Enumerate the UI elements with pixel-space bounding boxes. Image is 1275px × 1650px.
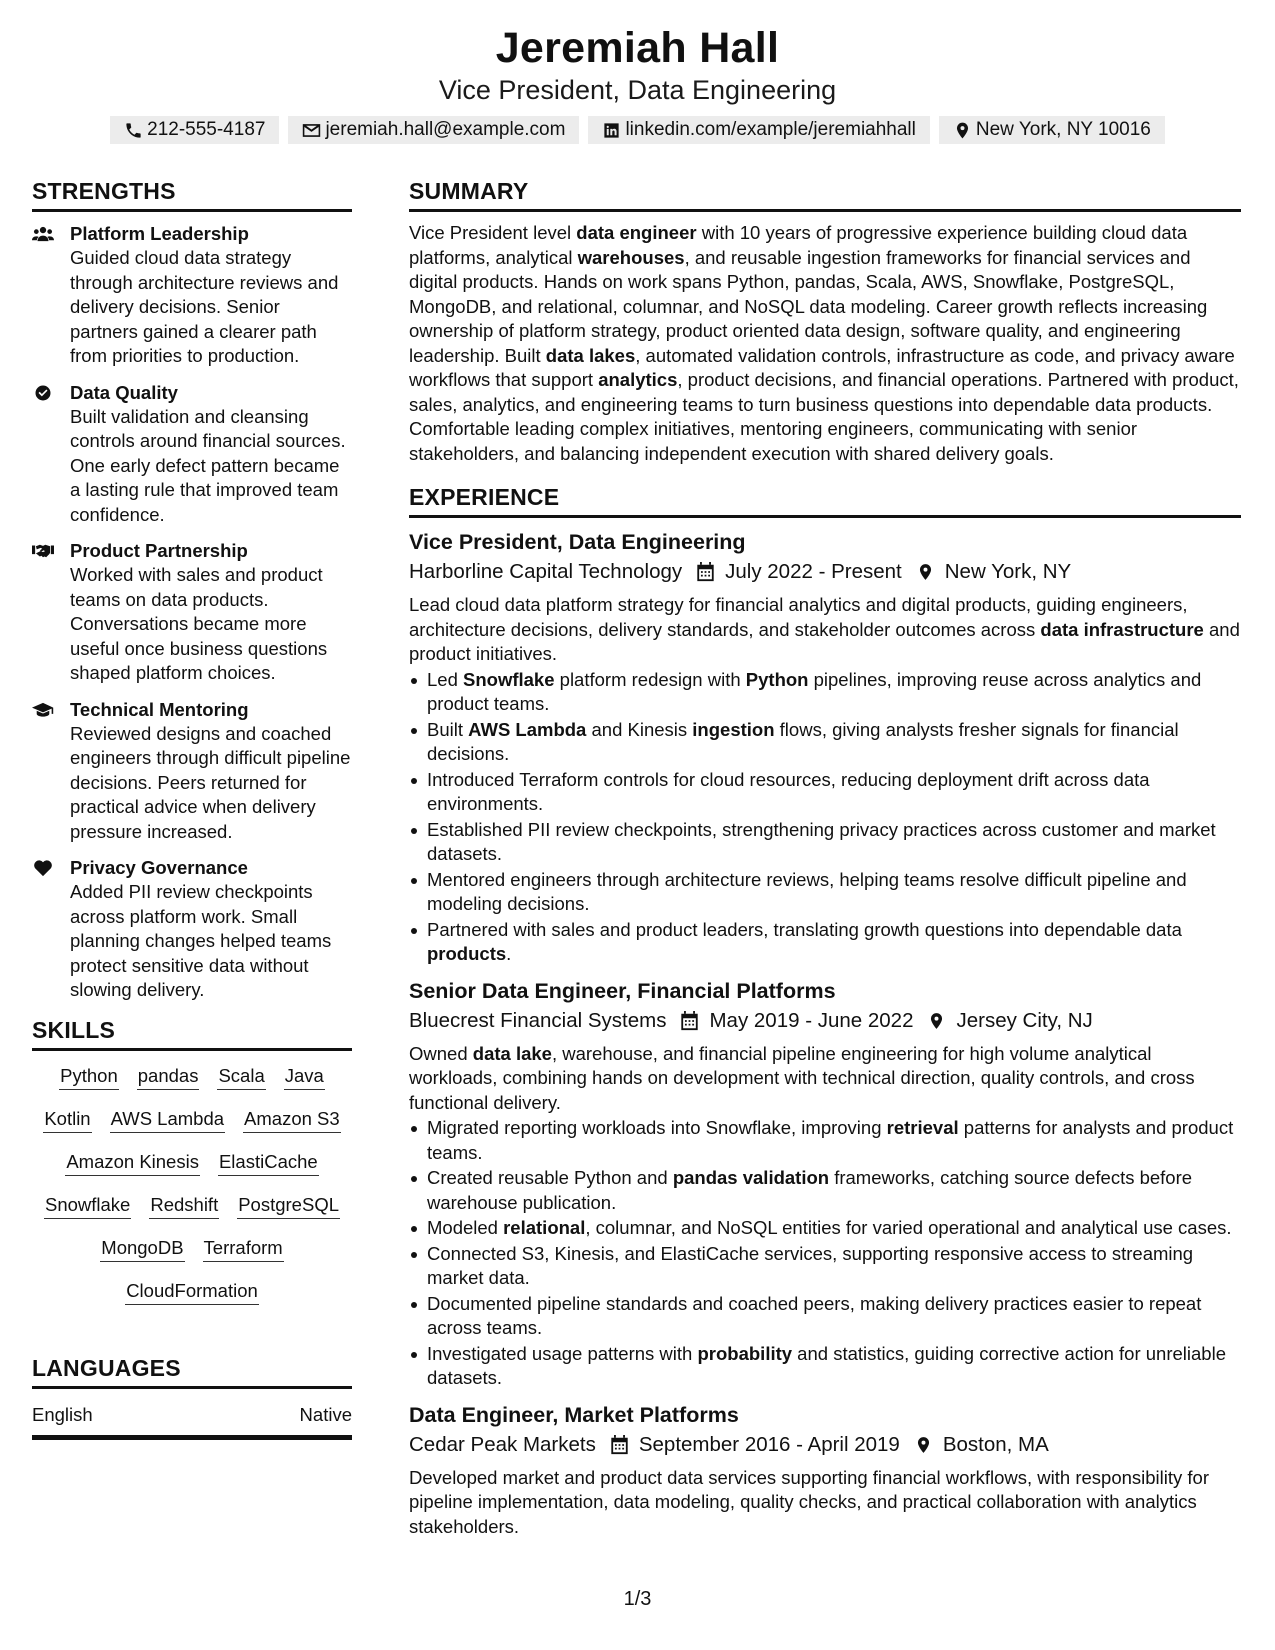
strength-item [32, 222, 352, 369]
contact-item[interactable] [110, 116, 279, 144]
text-run: Vice President level [409, 222, 577, 243]
text-run: Lead cloud data platform strategy for financial analytics and digital products, guiding engineers, architecture decisions, delivery standards, and stakeholder outcomes across [409, 594, 1188, 640]
language-name: English [32, 1403, 93, 1425]
skill-tag: ElastiCache [218, 1149, 319, 1176]
text-run: Developed market and product data services supporting financial workflows, with responsibility for pipeline implementation, data modeling, quality checks, and practical collaboration with analytics stakeholders. [409, 1466, 1209, 1537]
summary-text [409, 221, 1241, 466]
linkedin-icon [602, 121, 621, 140]
job-title: Vice President, Data Engineering [409, 530, 746, 554]
map-pin-icon [913, 1011, 956, 1031]
strength-name: Technical Mentoring [70, 698, 249, 720]
strength-description: Guided cloud data strategy through architecture reviews and delivery decisions. Senior partners gained a clearer path from priorities to production. [70, 247, 339, 366]
strength-description: Added PII review checkpoints across platform work. Small planning changes helped teams protect sensitive data without slowing delivery. [70, 881, 332, 1000]
job-bullets [409, 668, 1241, 967]
bullet-item [409, 1116, 1241, 1165]
text-run: Documented pipeline standards and coached peers, making delivery practices easier to repeat across teams. [427, 1292, 1202, 1338]
bullet-item [409, 768, 1241, 817]
contact-text[interactable]: linkedin.com/example/jeremiahhall [625, 119, 916, 140]
strength-item [32, 539, 352, 686]
strength-item [32, 698, 352, 845]
handshake-icon [32, 539, 70, 686]
skill-tag: PostgreSQL [237, 1192, 340, 1219]
skill-tag: Scala [217, 1063, 265, 1090]
contact-text[interactable]: New York, NY 10016 [975, 119, 1151, 140]
strength-name: Platform Leadership [70, 223, 249, 244]
bullet-item [409, 868, 1241, 917]
text-run: Built [427, 718, 469, 740]
text-run: Introduced Terraform controls for cloud resources, reducing deployment drift across data environments. [427, 768, 1150, 814]
strengths-list [32, 222, 352, 1003]
strength-description: Built validation and cleansing controls around financial sources. One early defect pattern became a lasting rule that improved team confidence. [70, 405, 346, 525]
job-location: Jersey City, NJ [956, 1008, 1093, 1032]
bold-keyword: AWS Lambda [468, 718, 587, 740]
bold-keyword: data lake [472, 1042, 552, 1064]
job-dates: September 2016 - April 2019 [638, 1432, 900, 1456]
phone-icon [124, 121, 143, 140]
job-entry [409, 976, 1241, 1391]
map-pin-icon [953, 121, 972, 140]
skills-heading: SKILLS [32, 1015, 352, 1051]
job-description [409, 1466, 1241, 1540]
map-pin-icon [902, 562, 945, 582]
contact-text[interactable]: 212-555-4187 [147, 119, 266, 140]
skill-tag: CloudFormation [125, 1278, 259, 1305]
skill-tag: AWS Lambda [110, 1106, 225, 1133]
text-run: Modeled [427, 1217, 504, 1238]
job-dates: May 2019 - June 2022 [709, 1008, 914, 1032]
job-location: Boston, MA [942, 1432, 1049, 1456]
company-name: Harborline Capital Technology [409, 560, 683, 583]
contact-item[interactable] [588, 116, 929, 144]
bullet-item [409, 818, 1241, 867]
languages-heading: LANGUAGES [32, 1353, 352, 1389]
skill-tag: Amazon S3 [243, 1106, 341, 1133]
bold-keyword: relational [503, 1217, 586, 1238]
experience-section [409, 482, 1241, 1539]
job-bullets [409, 1116, 1241, 1391]
bold-keyword: retrieval [886, 1117, 959, 1138]
calendar-icon [682, 562, 725, 582]
skill-tag: Python [59, 1063, 119, 1090]
contact-text[interactable]: jeremiah.hall@example.com [325, 119, 566, 140]
summary-heading: SUMMARY [409, 176, 1241, 212]
bullet-item [409, 1216, 1241, 1241]
languages-section [32, 1353, 352, 1440]
users-icon [32, 222, 70, 369]
language-row [32, 1403, 352, 1440]
text-run: Migrated reporting workloads into Snowflake, improving [427, 1117, 887, 1138]
bold-keyword: data lakes [545, 344, 636, 366]
company-name: Cedar Peak Markets [409, 1432, 596, 1456]
candidate-name: Jeremiah Hall [495, 24, 780, 72]
language-level: Native [299, 1403, 352, 1425]
bold-keyword: Python [745, 668, 809, 690]
strength-description: Worked with sales and product teams on data products. Conversations became more useful once business questions shaped platform choices. [70, 564, 328, 683]
strengths-heading: STRENGTHS [32, 176, 352, 212]
resume-header [0, 22, 1275, 144]
bold-keyword: ingestion [692, 718, 775, 740]
text-run: flows, giving analysts fresher signals for financial decisions. [427, 718, 1179, 764]
skill-tag: Java [284, 1063, 325, 1090]
bold-keyword: probability [697, 1342, 793, 1364]
text-run: pipelines, improving reuse across analytics and product teams. [427, 668, 1202, 714]
bold-keyword: analytics [598, 369, 678, 390]
strength-description: Reviewed designs and coached engineers through difficult pipeline decisions. Peers returned for practical advice when delivery pressure increased. [70, 722, 351, 842]
bold-keyword: Snowflake [463, 668, 555, 690]
jobs-list [409, 527, 1241, 1539]
skills-list [32, 1063, 352, 1305]
strength-body [70, 381, 352, 528]
text-run: Created reusable Python and [427, 1167, 673, 1188]
strength-item [32, 381, 352, 528]
skill-tag: Amazon Kinesis [65, 1149, 200, 1176]
bullet-item [409, 1292, 1241, 1341]
bold-keyword: warehouses [577, 246, 685, 268]
text-run: Led [427, 668, 464, 690]
job-location: New York, NY [944, 560, 1072, 583]
text-run: . [506, 943, 512, 964]
bullet-item [409, 668, 1241, 717]
contact-item[interactable] [939, 116, 1165, 144]
skill-tag: pandas [137, 1063, 200, 1090]
skill-tag: Snowflake [44, 1192, 131, 1219]
bullet-item [409, 1166, 1241, 1215]
bold-keyword: data engineer [576, 222, 697, 243]
company-name: Bluecrest Financial Systems [409, 1008, 667, 1032]
text-run: frameworks, catching source defects before warehouse publication. [427, 1167, 1193, 1213]
job-title: Data Engineer, Market Platforms [409, 1402, 739, 1427]
heart-icon [32, 856, 70, 1003]
contact-bar [0, 116, 1275, 144]
calendar-icon [596, 1435, 639, 1455]
right-column [409, 176, 1241, 1539]
skill-tag: MongoDB [100, 1235, 184, 1262]
job-description [409, 1042, 1241, 1116]
bold-keyword: pandas validation [672, 1167, 830, 1188]
map-pin-icon [900, 1435, 943, 1455]
skill-tag: Redshift [149, 1192, 219, 1219]
strength-body [70, 539, 352, 686]
strength-name: Product Partnership [70, 540, 248, 561]
text-run: platform redesign with [554, 668, 746, 690]
job-meta [409, 1006, 1241, 1036]
text-run: and statistics, guiding corrective action for unreliable datasets. [427, 1342, 1226, 1388]
languages-list [32, 1403, 352, 1440]
text-run: , columnar, and NoSQL entities for varied operational and analytical use cases. [585, 1217, 1232, 1238]
text-run: Investigated usage patterns with [427, 1342, 698, 1364]
graduation-cap-icon [32, 698, 70, 845]
skill-tag: Kotlin [43, 1106, 91, 1133]
check-circle-icon [32, 381, 70, 528]
page-number: 1/3 [623, 1588, 652, 1610]
calendar-icon [666, 1011, 709, 1031]
job-description [409, 593, 1241, 667]
text-run: Mentored engineers through architecture reviews, helping teams resolve difficult pipeline and modeling decisions. [427, 868, 1187, 914]
strength-body [70, 698, 352, 845]
bold-keyword: products [427, 943, 507, 964]
text-run: patterns for analysts and product teams. [427, 1117, 1234, 1163]
left-column [32, 176, 352, 1440]
text-run: and product initiatives. [409, 618, 1240, 664]
skill-tag: Terraform [203, 1235, 284, 1262]
bullet-item [409, 918, 1241, 967]
contact-item[interactable] [288, 116, 579, 144]
job-entry [409, 527, 1241, 967]
bullet-item [409, 1342, 1241, 1391]
text-run: Owned [409, 1042, 473, 1064]
text-run: Partnered with sales and product leaders, translating growth questions into dependable data [427, 918, 1182, 940]
job-meta [409, 1430, 1241, 1460]
envelope-icon [302, 121, 321, 140]
text-run: with 10 years of progressive experience building cloud data platforms, analytical [409, 222, 1188, 268]
text-run: , and reusable ingestion frameworks for financial services and digital products. Hands on work spans Python, pandas, Scala, AWS, Snowflake, PostgreSQL, MongoDB, and relational, columnar, and NoSQL data modeling. Career growth reflects increasing ownership of platform strategy, product oriented data design, software quality, and engineering leadership. Built [409, 246, 1208, 366]
strength-body [70, 222, 352, 369]
job-meta [409, 557, 1241, 587]
text-run: , warehouse, and financial pipeline engineering for high volume analytical workloads, combining hands on development with technical direction, quality controls, and cross functional delivery. [409, 1042, 1195, 1113]
job-dates: July 2022 - Present [725, 560, 902, 583]
strength-body [70, 856, 352, 1003]
strength-name: Data Quality [70, 381, 178, 403]
text-run: , product decisions, and financial operations. Partnered with product, sales, analytics, and engineering teams to turn business questions into dependable data products. Comfortable leading complex initiatives, mentoring engineers, communicating with senior stakeholders, and balancing independent execution with shared delivery goals. [409, 369, 1239, 464]
strength-item [32, 856, 352, 1003]
bullet-item [409, 718, 1241, 767]
text-run: and Kinesis [586, 718, 693, 740]
text-run: Established PII review checkpoints, strengthening privacy practices across customer and market datasets. [427, 818, 1216, 864]
experience-heading: EXPERIENCE [409, 482, 1241, 518]
text-run: Connected S3, Kinesis, and ElastiCache services, supporting responsive access to streaming market data. [427, 1242, 1194, 1288]
bullet-item [409, 1242, 1241, 1291]
text-run: , automated validation controls, infrastructure as code, and privacy aware workflows that support [409, 344, 1235, 390]
job-entry [409, 1400, 1241, 1540]
candidate-title: Vice President, Data Engineering [438, 75, 837, 105]
job-title: Senior Data Engineer, Financial Platforms [409, 978, 836, 1003]
strength-name: Privacy Governance [70, 857, 248, 878]
bold-keyword: data infrastructure [1040, 618, 1204, 640]
